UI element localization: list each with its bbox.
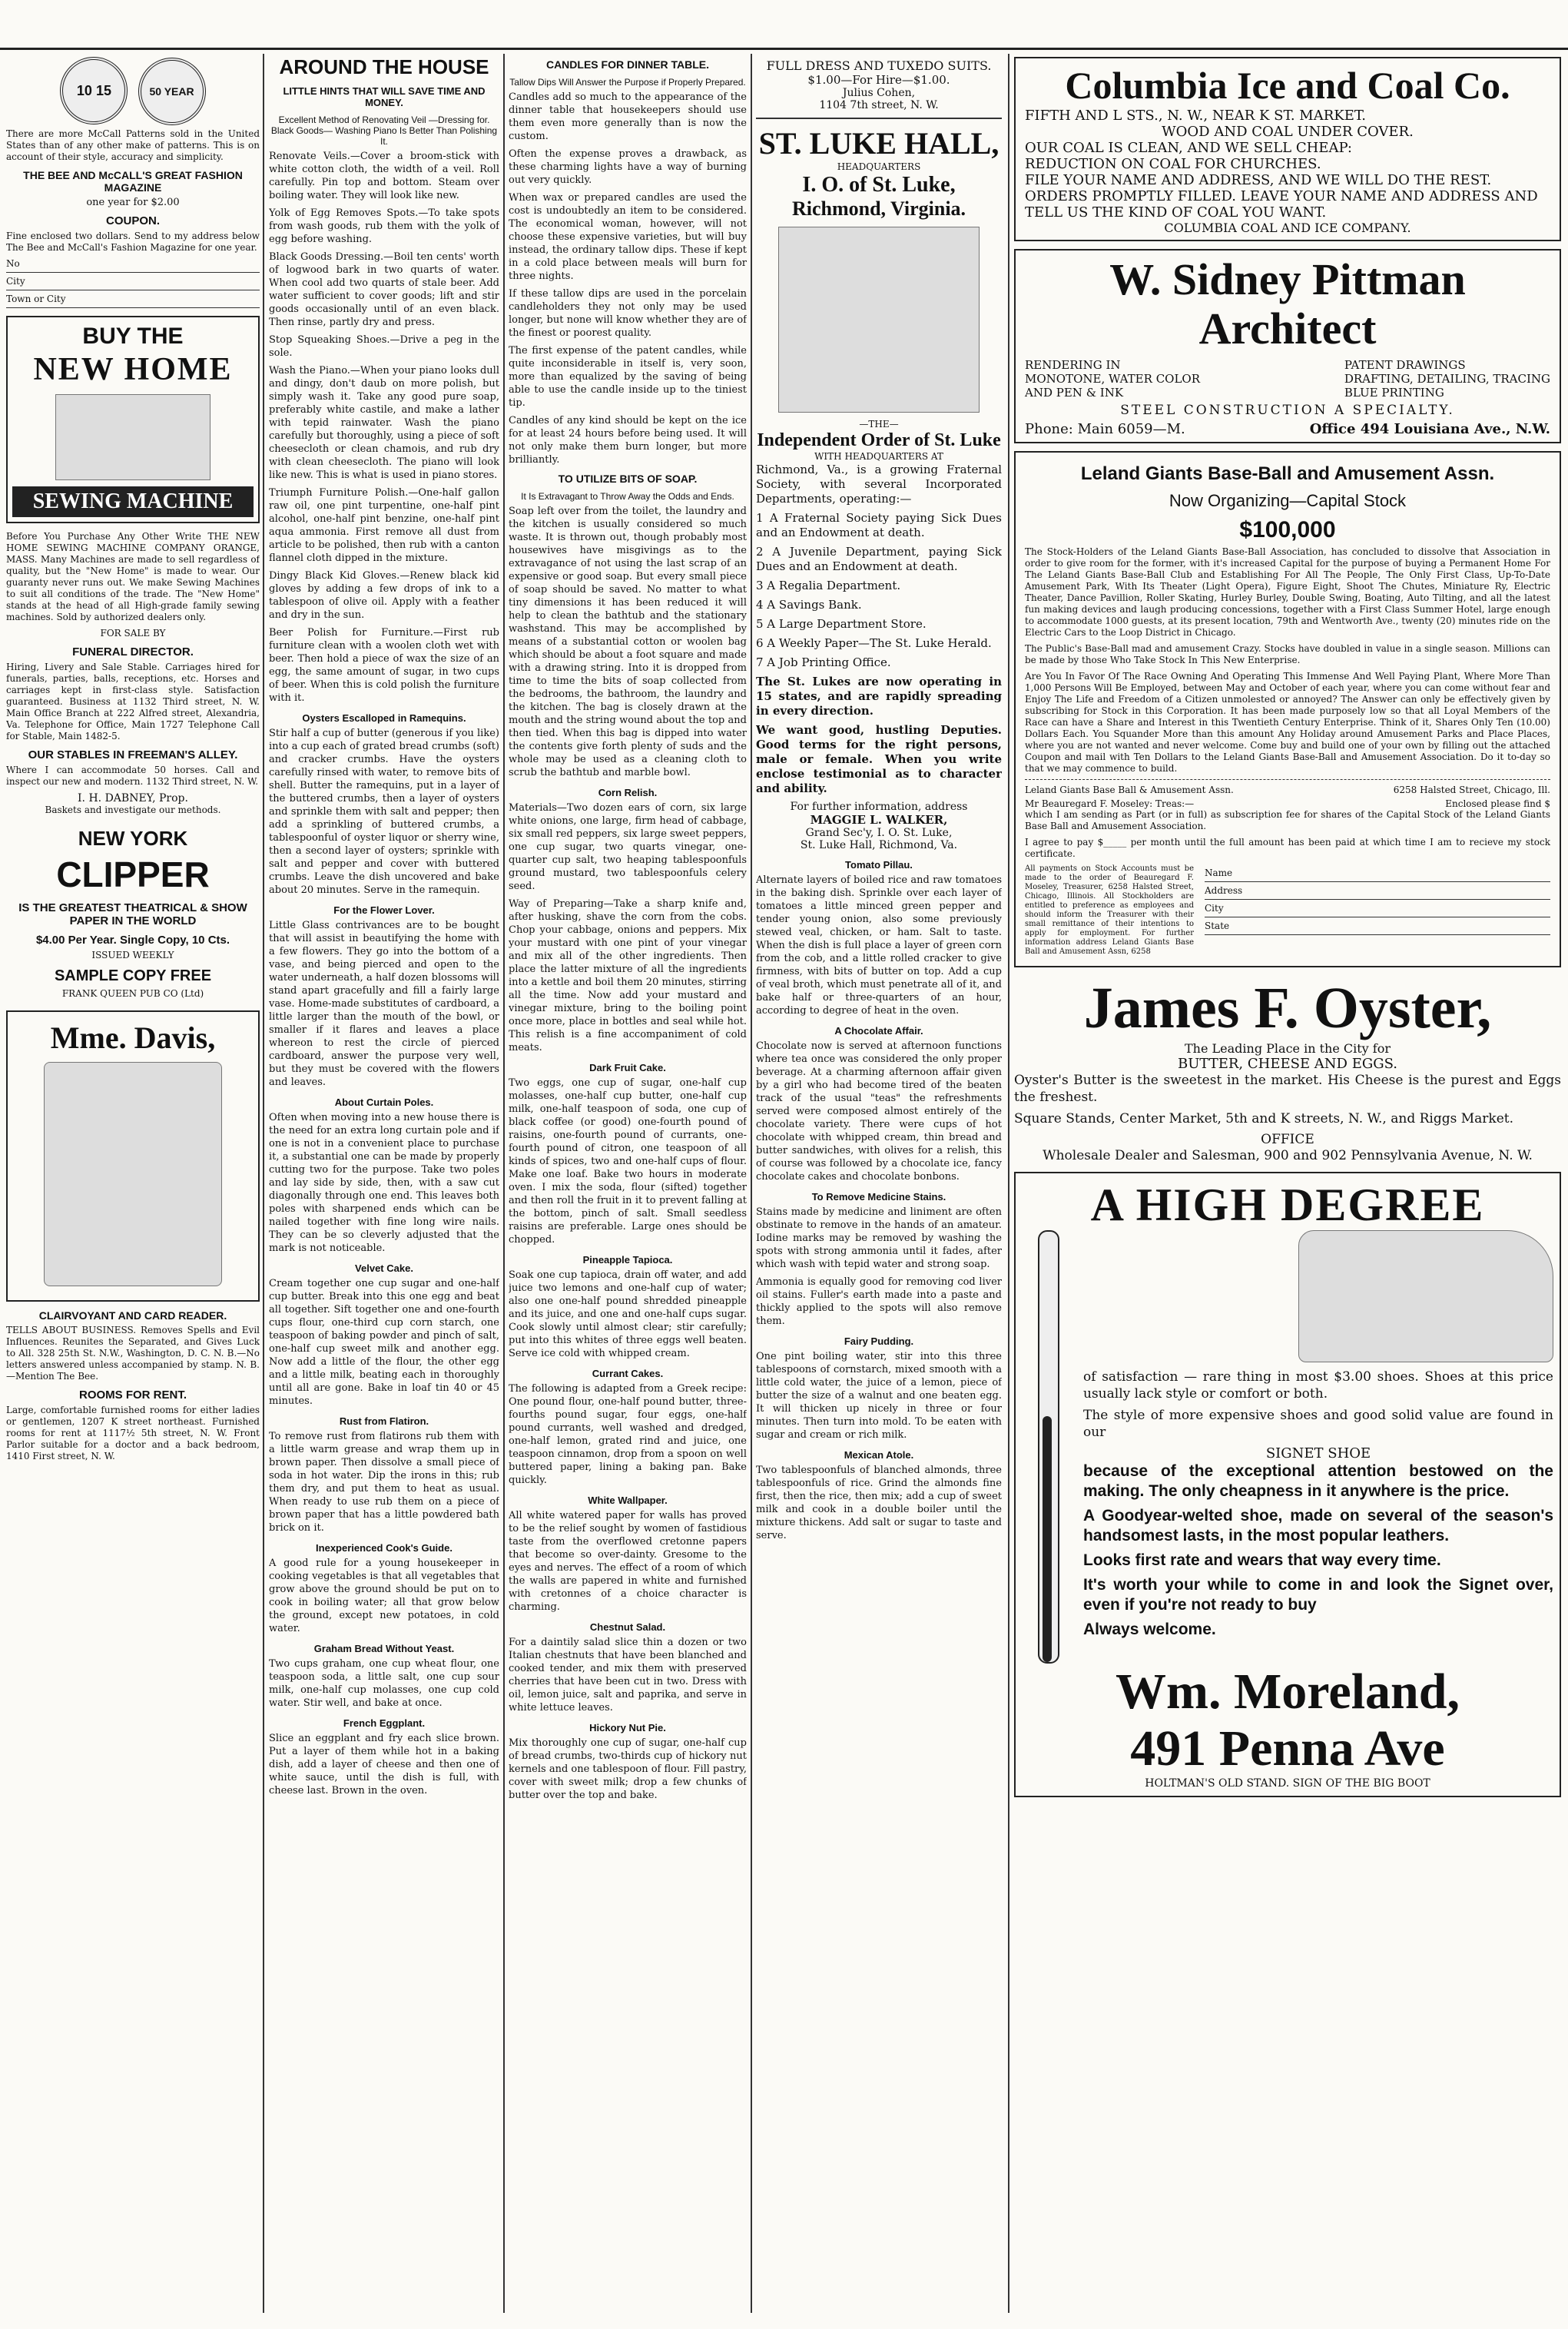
mccall-coupon: COUPON. — [105, 214, 160, 227]
subhead: White Wallpaper. — [588, 1495, 668, 1506]
column-3 — [509, 54, 747, 2321]
article-paragraph: Soak one cup tapioca, drain off water, and add juice two lemons and one-half cup of water; also one one-half pound shredded pineapple and its juice, and one and one-half cups sugar. Cook slowly until almost clear; stir carefully; put into this whites of three eggs well beaten. Serve ice cold with whipped cream. — [509, 1269, 747, 1359]
mccall-field-city[interactable]: City — [6, 276, 260, 290]
oyster-line: BUTTER, CHEESE AND EGGS. — [1177, 1056, 1398, 1072]
shoe-ad — [1014, 1172, 1561, 1797]
article-paragraph: Cream together one cup sugar and one-half cup butter. Break into this one egg and beat all together. Sift together one and one-fourth cups flour, one-third cup corn starch, one teaspoon of baking powder and pinch of salt, one-half cup sweet milk and another egg. Now add a little of the flour, the other egg and a little milk, beating each in thoroughly until all are gone. Bake in loaf tin 40 or 45 minutes. — [269, 1278, 499, 1407]
pittman-service: AND PEN & INK — [1025, 386, 1124, 400]
stluke-item: 3 A Regalia Department. — [756, 579, 901, 592]
article-paragraph: Yolk of Egg Removes Spots.—To take spots from wash goods, rub them with the yolk of egg before washing. — [269, 207, 499, 245]
article-paragraph: When wax or prepared candles are used the cost is undoubtedly an item to be considered. The economical woman, however, will not choose these expensive varieties, but will buy instead, the ordinary tallow dips. These if kept in a cold place between meals will burn for three nights. — [509, 192, 747, 282]
article-paragraph: Way of Preparing—Take a sharp knife and, after husking, shave the corn from the cobs. Chop your cabbage, onions and peppers. Mix your mustard with one pint of your vinegar and mix all of the other ingredients. Then place the latter mixture of all the ingredients into a kettle and boil them 20 minutes, stirring all the time. Now add your mustard and vinegar mixture, bring to the boiling point once more, place in bottles and seal while hot. This relish is a fine accompaniment of cold meats. — [509, 898, 747, 1053]
article-paragraph: The following is adapted from a Greek recipe: One pound flour, one-half pound butter, three-fourths pound sugar, four eggs, one-half pound currants, well washed and dredged, one-half lemon, grated rind and juice, one teaspoon cinnamon, drop from a spoon on well buttered paper, lining a baking pan. Bake quickly. — [509, 1383, 747, 1486]
newhome-text: Before You Purchase Any Other Write THE NEW HOME SEWING MACHINE COMPANY ORANGE, MASS. Many Machines are made to sell regardless of quality, but the "New Home" is made to wear. Our guaranty never runs out. We make Sewing Machines to suit all conditions of the trade. The "New Home" stands at the head of all High-grade family sewing machines. Sold by authorized dealers only. — [6, 531, 260, 622]
columbia-line: COLUMBIA COAL AND ICE COMPANY. — [1164, 221, 1411, 235]
around-house-title: AROUND THE HOUSE — [279, 55, 489, 78]
subhead: Chestnut Salad. — [589, 1621, 666, 1633]
subhead: To Remove Medicine Stains. — [811, 1191, 946, 1203]
stluke-further: For further information, address — [790, 801, 968, 813]
shoe-text: Always welcome. — [1083, 1621, 1216, 1638]
stluke-item: 2 A Juvenile Department, paying Sick Dues and an Endowment at death. — [756, 545, 1002, 573]
column-2 — [269, 54, 499, 2321]
around-house-deck: Excellent Method of Renovating Veil —Dressing for. Black Goods— Washing Piano Is Better Than Polishing It. — [270, 114, 498, 147]
candles-deck: Tallow Dips Will Answer the Purpose if Properly Prepared. — [509, 77, 746, 88]
stluke-hq: HEADQUARTERS — [837, 161, 921, 172]
leland-field-state[interactable]: State — [1205, 921, 1550, 935]
shoe-illustration — [1298, 1230, 1553, 1362]
tuxedo-head: FULL DRESS AND TUXEDO SUITS. — [766, 58, 992, 73]
mccall-text: There are more McCall Patterns sold in the United States than of any other make of patterns. This is on account of their style, accuracy and simplicity. — [6, 128, 260, 162]
stluke-ops: The St. Lukes are now operating in 15 states, and are rapidly spreading in every direction. — [756, 675, 1002, 718]
article-paragraph: Alternate layers of boiled rice and raw tomatoes in the baking dish. Sprinkle over each layer of tomatoes a little minced green pepper and tender young onion, also some previously stewed veal, chicken, or ham. Salt to taste. When the dish is full place a layer of green corn from the cob, and a little rolled cracker to give firmness, with bits of butter on top. Add a cup of veal broth, which must penetrate all of it, and bake half or three-quarters of an hour, according to degree of heat in the oven. — [756, 874, 1002, 1017]
article-paragraph: One pint boiling water, stir into this three tablespoons of cornstarch, mixed smooth with a little cold water, the juice of a lemon, piece of butter the size of a walnut and one beaten egg. It will thicken up nicely in three or four minutes. Then turn into mold. To be eaten with sugar and cream or rich milk. — [756, 1351, 1002, 1441]
columbia-ad — [1014, 57, 1561, 241]
article-paragraph: Wash the Piano.—When your piano looks dull and dingy, don't daub on more polish, but simply wash it. Take any good pure soap, preferably white castile, and make a lather with tepid rainwater. Wash the piano carefully but thoroughly, using a piece of soft cheesecloth or clean chamois, and rub dry with clean cheesecloth. The piano will look like new. This is what is used in piano stores. — [269, 365, 499, 481]
stluke-the: —THE— — [859, 419, 899, 430]
subhead: For the Flower Lover. — [333, 904, 435, 916]
pittman-service: BLUE PRINTING — [1344, 386, 1444, 400]
leland-form-head: Leland Giants Base Ball & Amusement Assn. — [1025, 785, 1234, 795]
article-paragraph: To remove rust from flatirons rub them with a little warm grease and wrap them up in brown paper. Then dissolve a small piece of soda in hot water. Dip the irons in this; rub them dry, and put them to heat as usual. When ready to use rub them on a piece of brown paper that has a little powdered bath brick on it. — [269, 1431, 499, 1534]
article-paragraph: If these tallow dips are used in the porcelain candleholders they not only may be used longer, but none will know whether they are of the finest or poorest quality. — [509, 288, 747, 339]
leland-paragraph: The Public's Base-Ball mad and amusement Crazy. Stocks have doubled in value in a single season. Millions can be made by those Who Take Stock In This New Enterprise. — [1025, 643, 1550, 665]
stluke-item: 5 A Large Department Store. — [756, 617, 927, 631]
article-paragraph: For a daintily salad slice thin a dozen or two Italian chestnuts that have been blanched and cooked tender, and mix them with preserved cherries that have been cut in two. Dress with oil, lemon juice, salt and paprika, and serve in white lettuce leaves. — [509, 1637, 747, 1714]
divider — [756, 118, 1002, 119]
subhead: About Curtain Poles. — [334, 1096, 434, 1108]
article-paragraph: A good rule for a young housekeeper in cooking vegetables is that all vegetables that grow above the ground should be put on to cook in boiling water; all that grow below the ground, except new potatoes, in cold water. — [269, 1558, 499, 1634]
mccall-coupon-text: Fine enclosed two dollars. Send to my address below The Bee and McCall's Fashion Magazine for one year. — [6, 231, 260, 253]
st-luke-hall-building-photo — [778, 227, 980, 413]
subhead: Pineapple Tapioca. — [582, 1254, 673, 1266]
column-rule — [503, 54, 505, 2313]
article-paragraph: Stains made by medicine and liniment are often obstinate to remove in the hands of an amateur. Iodine marks may be removed by washing the spots with strong ammonia until it fades, after which wash with tepid water and strong soap. — [756, 1206, 1002, 1270]
article-paragraph: Black Goods Dressing.—Boil ten cents' worth of logwood bark in two quarts of water. When cool add two quarts of stale beer. Add water sufficient to cover goods; lift and stir goods occasionally until of an even black. Then rinse, partly dry and press. — [269, 251, 499, 328]
newhome-sub: SEWING MACHINE — [12, 486, 254, 517]
article-paragraph: Candles add so much to the appearance of the dinner table that housekeepers should use them even more generally than is now the custom. — [509, 91, 747, 142]
thermometer-illustration — [1022, 1230, 1076, 1664]
leland-field-address[interactable]: Address — [1205, 885, 1550, 900]
article-paragraph: Ammonia is equally good for removing cod liver oil stains. Fuller's earth made into a paste and thickly applied to the spots will also remove them. — [756, 1276, 1002, 1327]
columbia-line: OUR COAL IS CLEAN, AND WE SELL CHEAP: — [1025, 140, 1352, 156]
shoe-brand: SIGNET SHOE — [1265, 1445, 1371, 1461]
article-paragraph: All white watered paper for walls has proved to be the relief sought by women of fastidious taste from the overflowed cretonne papers that become so over-dainty. Gresome to the eyes and nerves. The effect of a room of which the walls are papered in white and furnished with cretonnes of a choice character is charming. — [509, 1510, 747, 1613]
stables-text: Where I can accommodate 50 horses. Call and inspect our new and modern. 1132 Third street, N. W. — [6, 765, 260, 787]
pittman-office: Office 494 Louisiana Ave., N.W. — [1309, 421, 1550, 437]
columbia-line: FILE YOUR NAME AND ADDRESS, AND WE WILL DO THE REST. — [1025, 172, 1492, 188]
subhead: Mexican Atole. — [844, 1449, 914, 1461]
stluke-sec: Grand Sec'y, I. O. St. Luke, — [805, 827, 953, 839]
mccall-offer-head: THE BEE AND McCALL'S GREAT FASHION MAGAZINE — [23, 169, 243, 194]
rooms-text: Large, comfortable furnished rooms for either ladies or gentlemen, 1207 K street northeast. Furnished rooms for rent at 1117½ 5th street, N. W. Front Parlor suitable for a doctor and a back bedroom, 1410 First street, N. W. — [6, 1405, 260, 1461]
soap-title: TO UTILIZE BITS OF SOAP. — [558, 473, 698, 485]
subhead: Corn Relish. — [598, 787, 658, 798]
columbia-line: REDUCTION ON COAL FOR CHURCHES. — [1025, 156, 1321, 172]
article-paragraph: Beer Polish for Furniture.—First rub furniture clean with a woolen cloth wet with beer. Then hold a piece of wax the size of an egg, the same amount of sugar, in two cups of beer. When this is cold polish the furniture with it. — [269, 627, 499, 704]
article-paragraph: Dingy Black Kid Gloves.—Renew black kid gloves by adding a few drops of ink to a tablespoon of olive oil. Apply with a feather and dry in the sun. — [269, 570, 499, 621]
subhead: Dark Fruit Cake. — [589, 1062, 666, 1073]
davis-ad — [6, 1010, 260, 1302]
leland-title: Leland Giants Base-Ball and Amusement Assn. — [1080, 463, 1495, 484]
article-paragraph: Materials—Two dozen ears of corn, six large white onions, one large, firm head of cabbage, six small red peppers, six large sweet peppers, one cup sugar, two quarts vinegar, one-quarter cup salt, two heaping tablespoonfuls ground mustard, two tablespoonfuls celery seed. — [509, 802, 747, 892]
davis-portrait — [44, 1062, 222, 1286]
stluke-item: 6 A Weekly Paper—The St. Luke Herald. — [756, 636, 992, 650]
leland-sub: Now Organizing—Capital Stock — [1169, 491, 1407, 510]
leland-paragraph: The Stock-Holders of the Leland Giants Base-Ball Association, has concluded to dissolve that Association in order to give room for the former, with it's increased Capital for the purpose of buying a Permanent Home For The Leland Giants Base-Ball Club and Establishing For All The People, The Only First Class, Up-To-Date Amusement Park, With Its Theater (Light Opera), Figure Eight, Shoot The Chutes, Miniature Ry, Electric Theater, Dance Pavillion, Roller Skating, Hurley Burley, Double Swing, Boating, Auto Tilting, and all the latest fun making devices and laugh producing concessions, together with a First Class Summer Hotel, large enough to accommodate 1000 guests, at its present location, 79th and Wentworth Ave., twenty (20) minutes ride on the Electric Cars to the Loop District in Chicago. — [1025, 546, 1550, 638]
sewing-machine-illustration — [55, 394, 211, 480]
oyster-line: Oyster's Butter is the sweetest in the market. His Cheese is the purest and Eggs the freshest. — [1014, 1073, 1561, 1105]
subhead: Oysters Escalloped in Ramequins. — [302, 712, 466, 724]
oyster-line: Wholesale Dealer and Salesman, 900 and 902 Pennsylvania Avenue, N. W. — [1043, 1148, 1533, 1163]
davis-head: Mme. Davis, — [50, 1020, 216, 1055]
pittman-service: RENDERING IN — [1025, 358, 1121, 372]
article-paragraph: Stop Squeaking Shoes.—Drive a peg in the sole. — [269, 334, 499, 359]
newhome-brand: NEW HOME — [33, 352, 233, 387]
stluke-org: I. O. of St. Luke, — [802, 173, 956, 197]
mccall-magazine-badge: 50 YEAR — [138, 58, 206, 125]
leland-form-treas: Mr Beauregard F. Moseley: Treas:— — [1025, 798, 1195, 809]
article-paragraph: Often the expense proves a drawback, as these charming lights have a way of burning out very quickly. — [509, 148, 747, 186]
clipper-issued: ISSUED WEEKLY — [91, 950, 174, 960]
mccall-offer-price: one year for $2.00 — [86, 197, 180, 208]
leland-ad — [1014, 451, 1561, 967]
subhead: Fairy Pudding. — [844, 1335, 914, 1347]
pittman-ad — [1014, 249, 1561, 443]
article-paragraph: Slice an eggplant and fry each slice brown. Put a layer of them while hot in a baking dish, add a layer of cheese and then one of white sauce, until the dish is full, with cheese last. Brown in the oven. — [269, 1733, 499, 1797]
shoe-text: of satisfaction — rare thing in most $3.00 shoes. Shoes at this price usually lack style or comfort or both. — [1083, 1369, 1553, 1402]
pittman-service: MONOTONE, WATER COLOR — [1025, 372, 1201, 386]
pittman-service: PATENT DRAWINGS — [1344, 358, 1466, 372]
stluke-want: We want good, hustling Deputies. Good terms for the right persons, male or female. When you write enclose testimonial as to character and ability. — [756, 723, 1002, 795]
davis-sub: CLAIRVOYANT AND CARD READER. — [38, 1309, 227, 1322]
stluke-title: ST. LUKE HALL, — [758, 126, 999, 161]
subhead: Tomato Pillau. — [845, 859, 913, 871]
stables-head: OUR STABLES IN FREEMAN'S ALLEY. — [28, 748, 238, 761]
newhome-head: BUY THE — [82, 323, 184, 349]
shoe-text: The style of more expensive shoes and good solid value are found in our — [1083, 1408, 1553, 1440]
leland-field-city[interactable]: City — [1205, 903, 1550, 917]
moreland-footer: HOLTMAN'S OLD STAND. SIGN OF THE BIG BOOT — [1145, 1777, 1430, 1790]
subhead: Graham Bread Without Yeast. — [313, 1643, 455, 1654]
clipper-price: $4.00 Per Year. Single Copy, 10 Cts. — [35, 934, 230, 947]
tuxedo-price: $1.00—For Hire—$1.00. — [807, 73, 950, 87]
leland-form-agree[interactable]: I agree to pay $_____ per month until the full amount has been paid at which time I am to recieve my stock certificate. — [1025, 837, 1550, 859]
column-rule — [751, 54, 752, 2313]
pittman-services — [1025, 358, 1550, 400]
subhead: Rust from Flatiron. — [339, 1415, 429, 1427]
leland-amount: $100,000 — [1239, 517, 1336, 542]
shoe-text: It's worth your while to come in and look the Signet over, even if you're not ready to buy — [1083, 1576, 1553, 1614]
article-paragraph: Stir half a cup of butter (generous if you like) into a cup each of grated bread crumbs (soft) and cracker crumbs. Have the oysters carefully rinsed with water, to remove bits of shell. Butter the ramequins, put in a layer of the buttered crumbs, then a layer of oysters and sprinkle them with salt and pepper; then add a sprinkling of buttered crumbs, a tablespoonful of oyster liquor or sherry wine, then a second layer of oysters; sprinkle with salt and pepper and cover with buttered crumbs. Leave the dish uncovered and bake about 20 minutes. Serve in the ramequin. — [269, 728, 499, 896]
columbia-line: FIFTH AND L STS., N. W., NEAR K ST. MARKET. — [1025, 108, 1366, 124]
stluke-desc: Richmond, Va., is a growing Fraternal Society, with several Incorporated Departments, operating:— — [756, 463, 1002, 506]
candles-title: CANDLES FOR DINNER TABLE. — [545, 58, 710, 71]
clipper-sample: SAMPLE COPY FREE — [54, 967, 212, 984]
column-rule — [1008, 54, 1009, 2313]
oyster-office: OFFICE — [1261, 1132, 1314, 1147]
subhead: Velvet Cake. — [355, 1262, 413, 1274]
pittman-name: W. Sidney Pittman — [1109, 254, 1466, 304]
clipper-brand: CLIPPER — [56, 854, 210, 894]
top-rule — [0, 48, 1568, 50]
pittman-contact — [1025, 421, 1550, 437]
columbia-line: WOOD AND COAL UNDER COVER. — [1162, 124, 1414, 140]
leland-form-text: which I am sending as Part (or in full) as subscription fee for shares of the Capital Stock of the Leland Giants Base Ball and Amusement Association. — [1025, 809, 1550, 831]
column-1 — [6, 54, 260, 2321]
leland-field-name[interactable]: Name — [1205, 868, 1550, 882]
around-house-subtitle: LITTLE HINTS THAT WILL SAVE TIME AND MONEY. — [283, 85, 486, 108]
subhead: Inexperienced Cook's Guide. — [316, 1542, 452, 1554]
article-paragraph: Soap left over from the toilet, the laundry and the kitchen is usually considered so much waste. It is thrown out, though probably most housewives have misgivings as to the extravagance of not using the last scrap of an expensive or good soap. But every small piece of soap should be saved. No matter to what tiny dimensions it has been reduced it will help to clean the bathtub and the stationary washstand. This may be accomplished by means of a substantial cotton or woolen bag which should be about a foot square and made with a drawing string. Into it is dropped from time to time the bits of soap collected from the bedrooms, the bathroom, the laundry and the kitchen. The bag is closely drawn at the mouth and the string wound about the top and then tied. When this bag is dipped into water the contents give forth plenty of suds and the whole may be used as a cleaning cloth to scrub the bathtub and marble bowl. — [509, 506, 747, 778]
stables-name: I. H. DABNEY, Prop. — [78, 792, 188, 805]
column-5 — [1014, 54, 1561, 2321]
leland-form-addr: 6258 Halsted Street, Chicago, Ill. — [1393, 785, 1550, 795]
article-paragraph: Mix thoroughly one cup of sugar, one-half cup of bread crumbs, two-thirds cup of hickory nut kernels and one tablespoon of flour. Fill pastry, cover with sweet milk; drop a few chunks of butter over the top and bake. — [509, 1737, 747, 1801]
subhead: A Chocolate Affair. — [834, 1025, 923, 1037]
leland-coupon — [1025, 779, 1550, 961]
pittman-spec: STEEL CONSTRUCTION A SPECIALTY. — [1120, 403, 1455, 418]
tuxedo-address: 1104 7th street, N. W. — [819, 99, 939, 111]
article-paragraph: Triumph Furniture Polish.—One-half gallon raw oil, one pint turpentine, one-half pint alcohol, one-half pint benzine, one-half pint aqua ammonia. First remove all dust from article to be polished, then rub with a canton flannel cloth dipped in the mixture. — [269, 487, 499, 564]
stluke-order: Independent Order of St. Luke — [757, 430, 1001, 450]
pittman-title: Architect — [1198, 304, 1377, 353]
article-paragraph: Little Glass contrivances are to be bought that will assist in beautifying the home with a few flowers. They go into the bottom of a vase, and being pierced and open to the water underneath, a half dozen blossoms will stand apart gracefully and fill a fairly large vase. Home-made substitutes of cardboard, a little larger than the mouth of the bowl, or smaller if it flares and leaves a place whereon to rest the circle of pierced cardboard, answer the purpose very well, but they must be covered with the flowers and leaves. — [269, 920, 499, 1088]
leland-form-enc[interactable]: Enclosed please find $ — [1445, 798, 1550, 809]
article-paragraph: Candles of any kind should be kept on the ice for at least 24 hours before being used. It will not only make them burn longer, but more brilliantly. — [509, 415, 747, 466]
clipper-head: NEW YORK — [78, 827, 188, 850]
soap-deck: It Is Extravagant to Throw Away the Odds and Ends. — [521, 491, 734, 502]
newhome-ad — [6, 316, 260, 523]
stluke-contact: MAGGIE L. WALKER, — [810, 813, 948, 827]
stluke-addr: St. Luke Hall, Richmond, Va. — [800, 839, 958, 851]
davis-text: TELLS ABOUT BUSINESS. Removes Spells and Evil Influences. Reunites the Separated, and Gives Luck to All. 328 25th St. N.W., Washington, D. C. N. B.—No letters answered unless accompanied by stamp. N. B.—Mention The Bee. — [6, 1325, 260, 1382]
stluke-item: 4 A Savings Bank. — [756, 598, 862, 612]
columbia-title: Columbia Ice and Coal Co. — [1065, 64, 1510, 107]
stluke-city: Richmond, Virginia. — [791, 197, 966, 220]
tuxedo-name: Julius Cohen, — [842, 87, 916, 99]
clipper-pub: FRANK QUEEN PUB CO (Ltd) — [61, 988, 204, 999]
leland-form-note: All payments on Stock Accounts must be made to the order of Beauregard F. Moseley, Treasurer, 6258 Halsted Street, Chicago, Illinois. All Stockholders are entitled to preference as employees and should inform the Treasurer with their small remittance of their intentions to apply for employment. For further information address Leland Giants Base Ball and Amusement Assn, 6258 — [1025, 864, 1194, 956]
rooms-head: ROOMS FOR RENT. — [78, 1388, 187, 1402]
moreland-name: Wm. Moreland, — [1116, 1664, 1460, 1720]
stables-tail: Baskets and investigate our methods. — [45, 805, 221, 815]
shoe-text: A Goodyear-welted shoe, made on several of the season's handsomest lasts, in the most popular leathers. — [1083, 1507, 1553, 1544]
mccall-ad — [6, 54, 260, 128]
moreland-address: 491 Penna Ave — [1130, 1720, 1445, 1777]
column-rule — [263, 54, 264, 2313]
mccall-pattern-badge: 10 15 — [60, 57, 128, 124]
mccall-field-no[interactable]: No — [6, 258, 260, 273]
director-head: FUNERAL DIRECTOR. — [72, 645, 194, 659]
leland-paragraph: Are You In Favor Of The Race Owning And Operating This Immense And Well Paying Plant, Where More Than 1,000 Persons Will Be Employed, between May and October of each year, where you can come without fear and Enjoy The Life and Freedom of a Citizen unmolested or annoyed? The Answer can only be effectively given by subscribing for Stock in this Corporation. It has been made purposely low so that all Loyal Members of the Race can have a Share and Interest in this Twentieth Century Enterprise. Think of it, Shares Only Ten (10.00) Dollars Each. You Squander More than this amount Any Holiday around Amusement Parks and Place Places, where you are not wanted and never welcome. Come buy and build one of your own by filling out the attached Coupon and mail with Ten Dollars to the Leland Giants Base-Ball and Amusement Association. Do it to-day so that we may commence to build. — [1025, 671, 1550, 774]
stluke-item: 1 A Fraternal Society paying Sick Dues and an Endowment at death. — [756, 511, 1002, 539]
stluke-item: 7 A Job Printing Office. — [756, 655, 891, 669]
oyster-line: The Leading Place in the City for — [1184, 1041, 1391, 1056]
pittman-service: DRAFTING, DETAILING, TRACING — [1344, 372, 1550, 386]
subhead: Hickory Nut Pie. — [589, 1722, 666, 1733]
oyster-line: Square Stands, Center Market, 5th and K streets, N. W., and Riggs Market. — [1014, 1111, 1514, 1126]
article-paragraph: The first expense of the patent candles, while quite inconsiderable in itself is, very soon, more than equalized by the saving of being able to use the candle inside up to the tiniest tip. — [509, 345, 747, 409]
article-paragraph: Often when moving into a new house there is the need for an extra long curtain pole and if one is not in a convenient place to purchase it, a substantial one can be made by properly cutting two for the purpose. Take two poles and lay side by side, then, with a saw cut diagonally through one end. This leaves both poles with sharpened ends which can be nailed together with fine long wire nails. They can be so cleverly adjusted that the mark is not noticeable. — [269, 1112, 499, 1254]
column-4 — [756, 54, 1002, 2321]
subhead: French Eggplant. — [343, 1717, 426, 1729]
columbia-line: ORDERS PROMPTLY FILLED. LEAVE YOUR NAME AND ADDRESS AND TELL US THE KIND OF COAL YOU WANT. — [1025, 188, 1538, 221]
mccall-field-town[interactable]: Town or City — [6, 294, 260, 308]
article-paragraph: Two cups graham, one cup wheat flour, one teaspoon soda, a little salt, one cup sour milk, one-half cup molasses, one cup cold water. Stir well, and bake at once. — [269, 1658, 499, 1709]
article-paragraph: Two tablespoonfuls of blanched almonds, three tablespoonfuls of rice. Grind the almonds fine first, then the rice, then mix; add a cup of sweet milk and cook in a double boiler until the mixture thickens. Add salt or sugar to taste and serve. — [756, 1465, 1002, 1541]
subhead: Currant Cakes. — [592, 1368, 664, 1379]
clipper-sub: IS THE GREATEST THEATRICAL & SHOW PAPER IN THE WORLD — [18, 901, 247, 927]
article-paragraph: Chocolate now is served at afternoon functions where tea once was considered the only proper beverage. At a charming afternoon affair given by a girl who had become tired of the beaten track of the usual "teas" the refreshments served were composed almost entirely of the chocolate variety. There were cups of hot chocolate with whipped cream, thin bread and butter sandwiches, with olives for a relish, this of course was followed by a chocolate ice, fancy chocolate cakes and chocolate bonbons. — [756, 1040, 1002, 1183]
stluke-with: WITH HEADQUARTERS AT — [814, 451, 943, 462]
newhome-sale: FOR SALE BY — [100, 628, 166, 639]
pittman-phone: Phone: Main 6059—M. — [1025, 421, 1185, 437]
shoe-text: because of the exceptional attention bestowed on the making. The only cheapness in it anywhere is the price. — [1083, 1462, 1553, 1500]
shoe-title: A HIGH DEGREE — [1090, 1179, 1485, 1230]
director-text: Hiring, Livery and Sale Stable. Carriages hired for funerals, parties, balls, receptions, etc. Horses and carriages kept in first-class style. Satisfaction guaranteed. Business at 1132 Third street, N. W. Main Office Branch at 222 Alfred street, Alexandria, Va. Telephone for Office, Main 1727 Telephone Call for Stable, Main 1482-5. — [6, 662, 260, 741]
article-paragraph: Renovate Veils.—Cover a broom-stick with white cotton cloth, the width of a veil. Roll carefully. Pin top and bottom. Steam over boiling water. They will look like new. — [269, 151, 499, 201]
oyster-title: James F. Oyster, — [1083, 976, 1492, 1040]
article-paragraph: Two eggs, one cup of sugar, one-half cup molasses, one-half cup butter, one-half cup milk, one-half teaspoon of soda, one cup of black coffee (or good) one-fourth pound of raisins, one-fourth pound of currants, one-fourth pound of citron, one teaspoon of all kinds of spices, two and one-half cups of flour. Make one loaf. Bake two hours in moderate oven. I mix the soda, flour (sifted) together and then roll the fruit in it to prevent falling at the bottom, pinch of salt. Small seedless raisins are preferable. Large ones should be chopped. — [509, 1077, 747, 1246]
shoe-text: Looks first rate and wears that way every time. — [1083, 1551, 1441, 1569]
